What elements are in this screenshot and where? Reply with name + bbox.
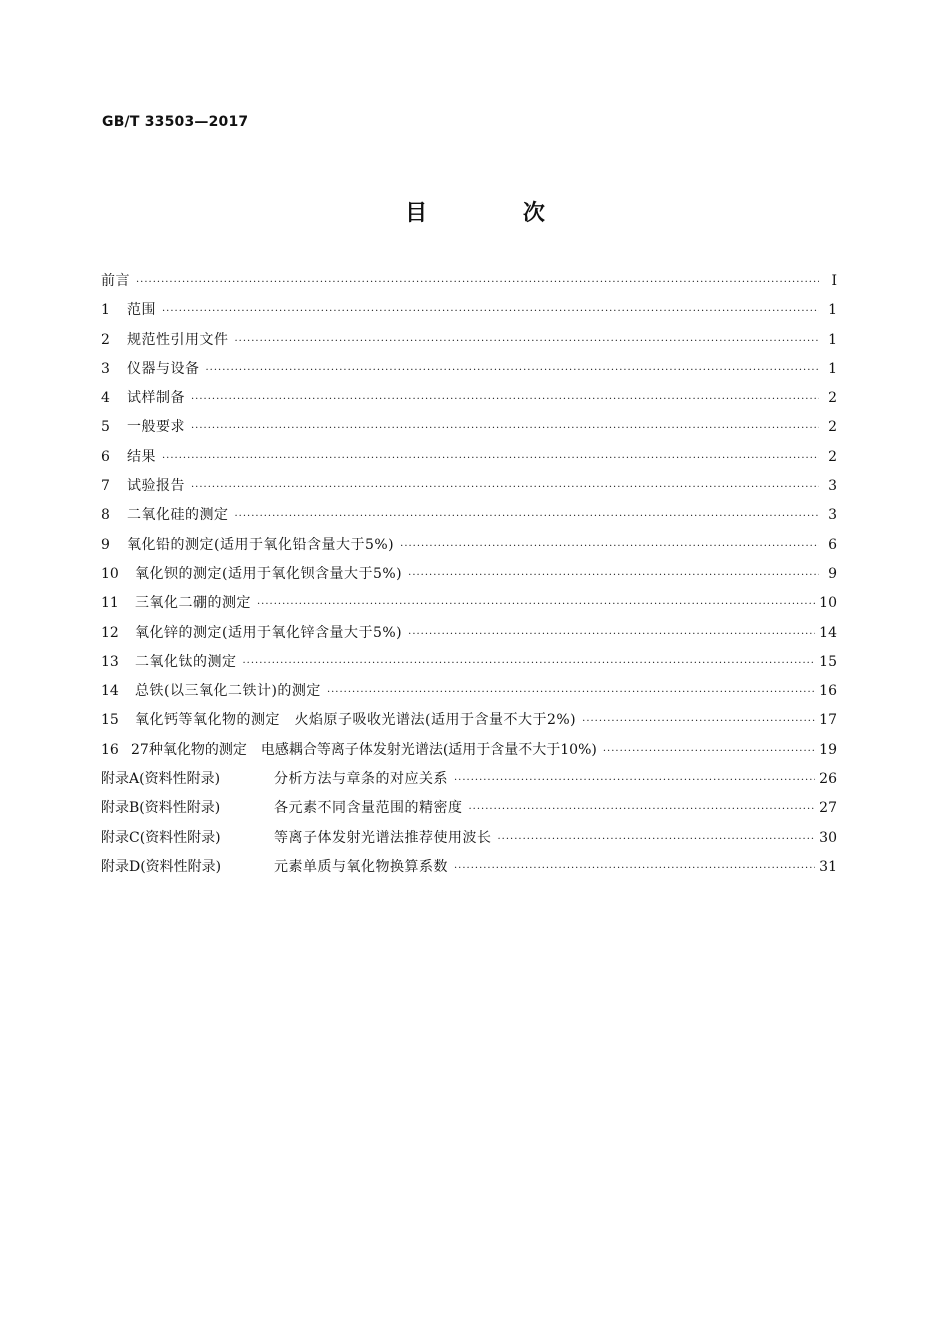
toc-entry-number: 16 xyxy=(101,741,119,758)
toc-entry-page: 2 xyxy=(828,419,837,436)
toc-entry-12[interactable] xyxy=(101,622,837,651)
toc-entry-3[interactable] xyxy=(101,358,837,387)
toc-entry-number: 4 xyxy=(101,390,110,407)
toc-entry-number: 6 xyxy=(101,448,110,465)
dot-leader xyxy=(162,453,819,464)
toc-entry-1[interactable] xyxy=(101,299,837,328)
toc-entry-annex-a[interactable] xyxy=(101,768,837,797)
toc-entry-number: 7 xyxy=(101,478,110,495)
toc-entry-number: 12 xyxy=(101,624,119,641)
toc-entry-label: 元素单质与氧化物换算系数 xyxy=(274,858,448,875)
toc-entry-number: 1 xyxy=(101,302,110,319)
toc-entry-page: 17 xyxy=(819,712,837,729)
toc-entry-page: 10 xyxy=(819,595,837,612)
toc-entry-5[interactable] xyxy=(101,416,837,445)
dot-leader xyxy=(191,482,819,493)
dot-leader xyxy=(162,306,819,317)
dot-leader xyxy=(136,277,819,288)
toc-entry-label: 27种氧化物的测定 电感耦合等离子体发射光谱法(适用于含量不大于10%) xyxy=(131,741,597,758)
toc-entry-label: 各元素不同含量范围的精密度 xyxy=(274,800,463,817)
toc-entry-foreword[interactable] xyxy=(101,270,837,299)
toc-entry-9[interactable] xyxy=(101,534,837,563)
toc-entry-number: 5 xyxy=(101,419,110,436)
dot-leader xyxy=(454,863,815,874)
toc-entry-label: 三氧化二硼的测定 xyxy=(135,595,251,612)
toc-entry-label: 氧化铅的测定(适用于氧化铅含量大于5%) xyxy=(127,536,395,553)
toc-entry-page: 16 xyxy=(819,683,837,700)
toc-entry-page: 6 xyxy=(828,536,837,553)
dot-leader xyxy=(257,599,815,610)
toc-entry-label: 氧化钙等氧化物的测定 火焰原子吸收光谱法(适用于含量不大于2%) xyxy=(135,712,577,729)
toc-entry-number: 附录A(资料性附录) xyxy=(101,771,221,788)
toc-entry-10[interactable] xyxy=(101,563,837,592)
toc-entry-label: 试验报告 xyxy=(127,478,185,495)
dot-leader xyxy=(235,511,820,522)
toc-entry-page: 1 xyxy=(828,331,837,348)
toc-entry-label: 氧化锌的测定(适用于氧化锌含量大于5%) xyxy=(135,624,403,641)
toc-entry-label: 仪器与设备 xyxy=(127,360,200,377)
toc-entry-page: 2 xyxy=(828,390,837,407)
toc-entry-label: 等离子体发射光谱法推荐使用波长 xyxy=(274,829,492,846)
toc-entry-number: 3 xyxy=(101,360,110,377)
toc-entry-page: 27 xyxy=(819,800,837,817)
dot-leader xyxy=(454,775,815,786)
toc-entry-page: 3 xyxy=(828,507,837,524)
toc-entry-page: 31 xyxy=(819,858,837,875)
toc-entry-11[interactable] xyxy=(101,592,837,621)
toc-entry-label: 氧化钡的测定(适用于氧化钡含量大于5%) xyxy=(135,565,403,582)
toc-entry-16[interactable] xyxy=(101,739,837,768)
toc-entry-7[interactable] xyxy=(101,475,837,504)
toc-entry-page: 1 xyxy=(828,360,837,377)
toc-entry-number: 2 xyxy=(101,331,110,348)
dot-leader xyxy=(400,541,819,552)
dot-leader xyxy=(206,365,820,376)
toc-entry-page: 2 xyxy=(828,448,837,465)
toc-entry-number: 附录D(资料性附录) xyxy=(101,858,222,875)
toc-entry-14[interactable] xyxy=(101,680,837,709)
toc-entry-page: 14 xyxy=(819,624,837,641)
toc-entry-number: 14 xyxy=(101,683,119,700)
table-of-contents xyxy=(101,270,837,885)
toc-entry-label: 规范性引用文件 xyxy=(127,331,229,348)
toc-entry-8[interactable] xyxy=(101,504,837,533)
document-code: GB/T 33503—2017 xyxy=(102,114,249,130)
toc-entry-number: 11 xyxy=(101,595,119,612)
toc-entry-2[interactable] xyxy=(101,329,837,358)
toc-entry-page: 1 xyxy=(828,302,837,319)
toc-entry-13[interactable] xyxy=(101,651,837,680)
toc-entry-label: 范围 xyxy=(127,302,156,319)
dot-leader xyxy=(408,570,819,581)
toc-entry-annex-b[interactable] xyxy=(101,797,837,826)
toc-entry-page: 26 xyxy=(819,771,837,788)
toc-entry-label: 前言 xyxy=(101,273,130,289)
toc-entry-page: 3 xyxy=(828,478,837,495)
toc-entry-label: 二氧化钛的测定 xyxy=(135,653,237,670)
toc-entry-4[interactable] xyxy=(101,387,837,416)
page-title: 目 次 xyxy=(405,201,589,226)
toc-entry-page: 30 xyxy=(819,829,837,846)
toc-entry-label: 结果 xyxy=(127,448,156,465)
toc-entry-label: 二氧化硅的测定 xyxy=(127,507,229,524)
toc-entry-number: 附录C(资料性附录) xyxy=(101,829,221,846)
toc-entry-number: 13 xyxy=(101,653,119,670)
dot-leader xyxy=(191,423,819,434)
toc-entry-15[interactable] xyxy=(101,709,837,738)
toc-entry-annex-c[interactable] xyxy=(101,827,837,856)
dot-leader xyxy=(191,394,819,405)
toc-entry-page: 9 xyxy=(828,565,837,582)
toc-entry-number: 8 xyxy=(101,507,110,524)
dot-leader xyxy=(582,716,815,727)
toc-entry-label: 试样制备 xyxy=(127,390,185,407)
toc-entry-page: I xyxy=(831,273,837,289)
dot-leader xyxy=(603,746,815,757)
dot-leader xyxy=(327,687,815,698)
toc-entry-number: 10 xyxy=(101,565,119,582)
toc-entry-annex-d[interactable] xyxy=(101,856,837,885)
dot-leader xyxy=(408,629,815,640)
toc-entry-6[interactable] xyxy=(101,446,837,475)
dot-leader xyxy=(235,336,820,347)
toc-entry-page: 19 xyxy=(819,741,837,758)
dot-leader xyxy=(469,804,816,815)
toc-entry-label: 一般要求 xyxy=(127,419,185,436)
toc-entry-number: 15 xyxy=(101,712,119,729)
toc-entry-number: 附录B(资料性附录) xyxy=(101,800,221,817)
toc-entry-label: 分析方法与章条的对应关系 xyxy=(274,771,448,788)
toc-entry-number: 9 xyxy=(101,536,110,553)
toc-entry-page: 15 xyxy=(819,653,837,670)
toc-entry-label: 总铁(以三氧化二铁计)的测定 xyxy=(135,683,321,700)
dot-leader xyxy=(498,834,816,845)
dot-leader xyxy=(243,658,816,669)
